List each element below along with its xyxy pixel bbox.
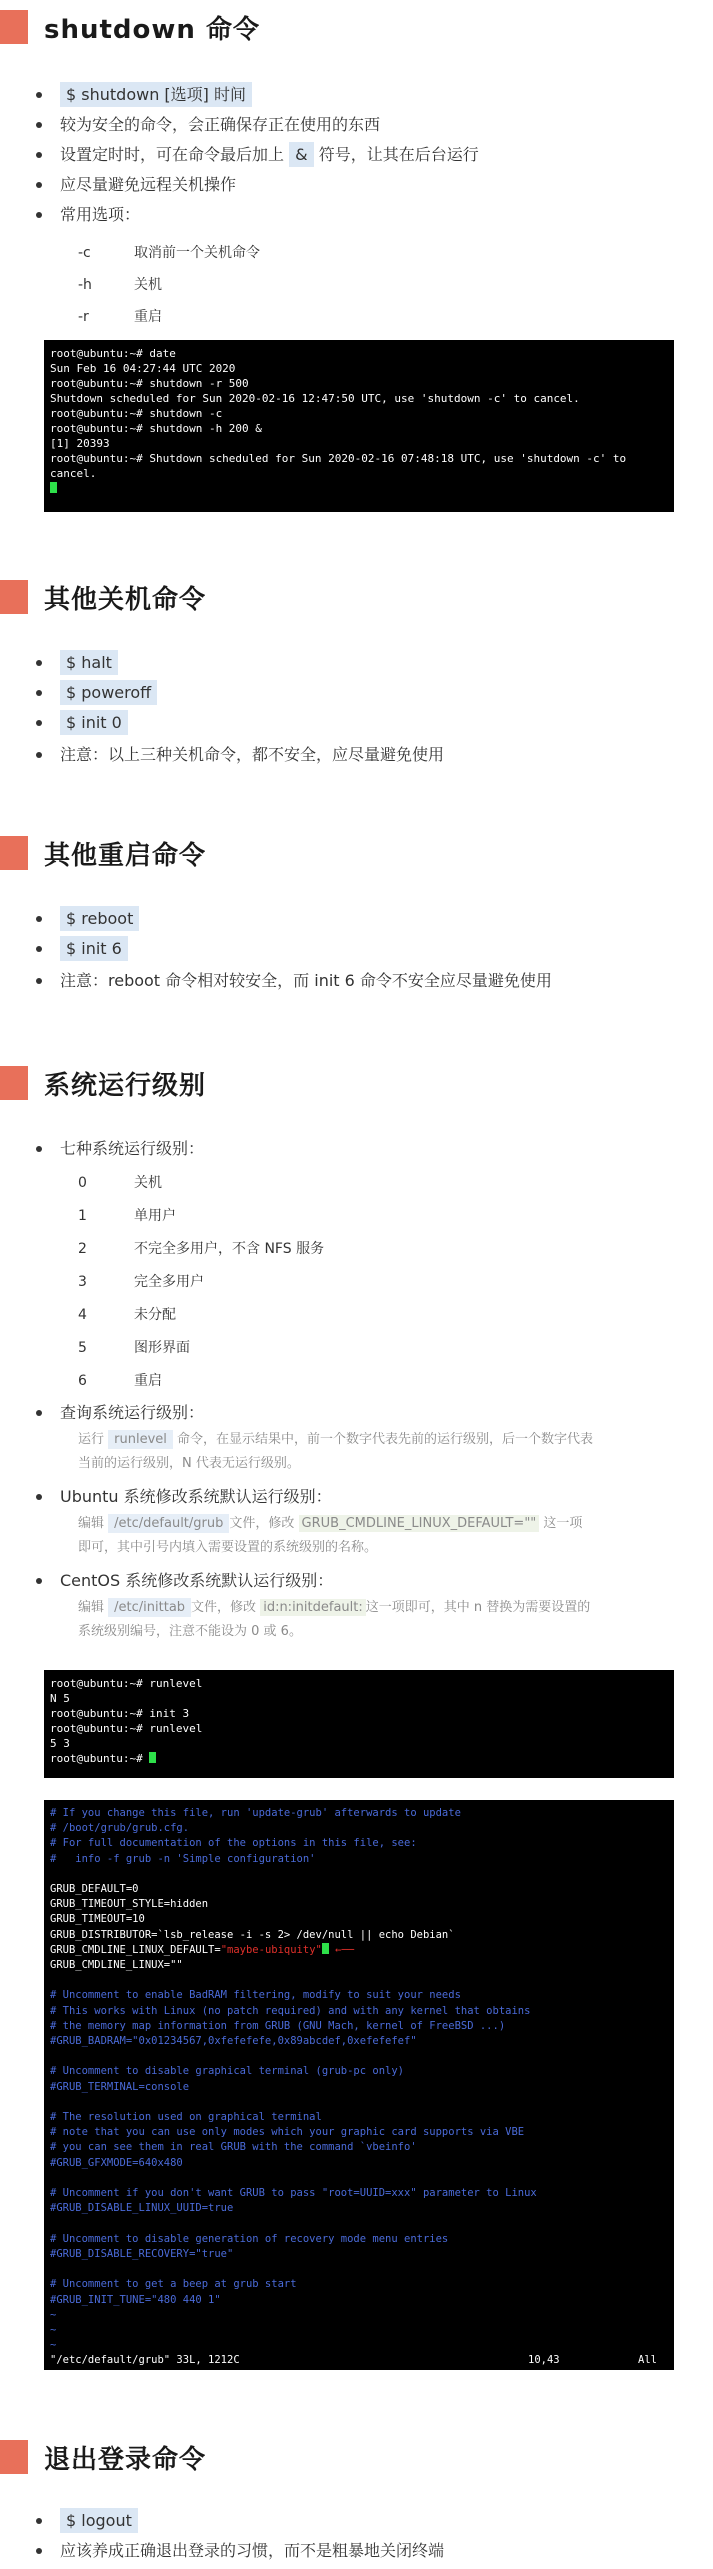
- terminal-line: root@ubuntu:~# runlevel: [50, 1677, 203, 1690]
- list-item: [60, 112, 380, 138]
- terminal-grub-editor: [44, 1800, 674, 2370]
- terminal-line: 5 3: [50, 1737, 70, 1750]
- terminal-line: ~: [50, 2323, 57, 2336]
- list-text: 常用选项：: [60, 205, 141, 224]
- command-highlight: $ halt: [60, 650, 118, 675]
- option-key: -r: [78, 309, 89, 325]
- runlevel-row: [78, 1337, 190, 1357]
- terminal-line: GRUB_CMDLINE_LINUX_DEFAULT="maybe-ubiquity" ←──: [50, 1943, 355, 1956]
- terminal-line: GRUB_DISTRIBUTOR=`lsb_release -i -s 2> /dev/null || echo Debian`: [50, 1928, 455, 1941]
- list-text: 设置定时时，可在命令最后加上: [60, 145, 285, 164]
- list-item: [60, 1484, 332, 1510]
- terminal-line: # Uncomment to disable generation of recovery mode menu entries: [50, 2232, 449, 2245]
- runlevel-number: 6: [78, 1373, 87, 1389]
- section-heading-logout: [0, 2440, 206, 2474]
- option-desc: 取消前一个关机命令: [134, 245, 260, 261]
- terminal-line: #GRUB_BADRAM="0x01234567,0xfefefefe,0x89abcdef,0xefefefef": [50, 2035, 417, 2048]
- arrow-left-icon: ←──: [328, 1943, 355, 1956]
- terminal-line: [50, 2095, 668, 2110]
- bullet-icon: [36, 1146, 42, 1152]
- terminal-line: root@ubuntu:~#: [50, 1752, 150, 1765]
- terminal-line: root@ubuntu:~# date: [50, 347, 176, 360]
- terminal-line: #GRUB_GFXMODE=640x480: [50, 2156, 183, 2169]
- terminal-line: [1] 20393: [50, 437, 110, 450]
- bullet-icon: [36, 946, 42, 952]
- terminal-line: root@ubuntu:~# shutdown -h 200 &: [50, 422, 262, 435]
- list-item: [60, 968, 552, 994]
- inline-code: /etc/default/grub: [108, 1514, 229, 1533]
- terminal-line: ~: [50, 2339, 57, 2352]
- terminal-cursor: [322, 1943, 329, 1954]
- inline-code: GRUB_CMDLINE_LINUX_DEFAULT="": [299, 1515, 540, 1532]
- list-item: [60, 1400, 204, 1426]
- command-highlight: $ reboot: [60, 906, 139, 931]
- bullet-icon: [36, 1410, 42, 1416]
- status-file: "/etc/default/grub" 33L, 1212C: [50, 2354, 240, 2367]
- terminal-line: [50, 1867, 668, 1882]
- terminal-line: # info -f grub -n 'Simple configuration': [50, 1852, 316, 1865]
- bullet-icon: [36, 92, 42, 98]
- list-item: [60, 2508, 138, 2534]
- runlevel-desc: 关机: [134, 1175, 162, 1191]
- terminal-line: [50, 2171, 668, 2186]
- terminal-line: [50, 2049, 668, 2064]
- heading-accent-bar: [0, 1066, 28, 1100]
- runlevel-number: 2: [78, 1241, 87, 1257]
- terminal-line: #GRUB_DISABLE_RECOVERY="true": [50, 2247, 234, 2260]
- bullet-icon: [36, 660, 42, 666]
- heading-accent-bar: [0, 836, 28, 870]
- grub-value: "maybe-ubiquity": [220, 1943, 322, 1956]
- list-text: 注意：reboot 命令相对较安全，而 init 6 命令不安全应尽量避免使用: [60, 971, 552, 990]
- terminal-line: [50, 1973, 668, 1988]
- command-highlight: $ init 0: [60, 710, 128, 735]
- runlevel-row: [78, 1271, 204, 1291]
- terminal-line: # Uncomment to get a beep at grub start: [50, 2278, 297, 2291]
- terminal-line: # Uncomment to disable graphical terminal (grub-pc only): [50, 2065, 405, 2078]
- inline-code: id:n:initdefault:: [260, 1599, 366, 1616]
- terminal-line: GRUB_TIMEOUT_STYLE=hidden: [50, 1898, 209, 1911]
- heading-text: shutdown 命令: [44, 14, 260, 45]
- query-description: 运行 runlevel 命令，在显示结果中，前一个数字代表先前的运行级别，后一个数字代表 当前的运行级别，N 代表无运行级别。: [78, 1432, 594, 1471]
- section-heading-shutdown: [0, 10, 260, 44]
- runlevel-number: 5: [78, 1340, 87, 1356]
- terminal-line: GRUB_CMDLINE_LINUX="": [50, 1959, 183, 1972]
- option-desc: 重启: [134, 309, 162, 325]
- editor-status-line: [50, 2353, 668, 2368]
- terminal-cursor: [149, 1752, 156, 1763]
- terminal-line: [50, 2216, 668, 2231]
- terminal-line: root@ubuntu:~# shutdown -c: [50, 407, 223, 420]
- heading-text: 其他重启命令: [44, 840, 207, 871]
- inline-code: runlevel: [108, 1430, 173, 1449]
- terminal-line: # Uncomment to enable BadRAM filtering, modify to suit your needs: [50, 1989, 461, 2002]
- terminal-line: GRUB_TIMEOUT=10: [50, 1913, 145, 1926]
- runlevel-row: [78, 1370, 162, 1390]
- ubuntu-description: 编辑 /etc/default/grub 文件，修改 GRUB_CMDLINE_LINUX_DEFAULT="" 这一项 即可，其中引号内填入需要设置的系统级别的名称。: [78, 1516, 583, 1555]
- list-text: CentOS 系统修改系统默认运行级别：: [60, 1571, 334, 1590]
- terminal-line: #GRUB_TERMINAL=console: [50, 2080, 190, 2093]
- list-text: 查询系统运行级别：: [60, 1403, 205, 1422]
- terminal-line: [50, 2262, 668, 2277]
- terminal-line: # note that you can use only modes which your graphic card supports via VBE: [50, 2126, 525, 2139]
- heading-accent-bar: [0, 10, 28, 44]
- list-item: [60, 742, 444, 768]
- heading-accent-bar: [0, 2440, 28, 2474]
- command-highlight: $ logout: [60, 2508, 138, 2533]
- bullet-icon: [36, 122, 42, 128]
- list-item: [60, 1136, 204, 1162]
- terminal-line: root@ubuntu:~# shutdown -r 500: [50, 377, 249, 390]
- runlevel-desc: 重启: [134, 1373, 162, 1389]
- list-item: [60, 142, 479, 168]
- runlevel-row: [78, 1205, 176, 1225]
- list-item: [60, 650, 118, 676]
- status-scroll: All: [638, 2354, 657, 2367]
- terminal-line: # Uncomment if you don't want GRUB to pass "root=UUID=xxx" parameter to Linux: [50, 2187, 537, 2200]
- bullet-icon: [36, 978, 42, 984]
- terminal-line: cancel.: [50, 467, 97, 480]
- bullet-icon: [36, 2518, 42, 2524]
- terminal-line: Shutdown scheduled for Sun 2020-02-16 12:47:50 UTC, use 'shutdown -c' to cancel.: [50, 392, 580, 405]
- terminal-line: # This works with Linux (no patch required) and with any kernel that obtains: [50, 2004, 531, 2017]
- terminal-line: # If you change this file, run 'update-grub' afterwards to update: [50, 1807, 461, 1819]
- option-row: [78, 242, 260, 262]
- terminal-line: # /boot/grub/grub.cfg.: [50, 1822, 190, 1835]
- list-item: [60, 1568, 333, 1594]
- terminal-line: #GRUB_DISABLE_LINUX_UUID=true: [50, 2202, 234, 2215]
- terminal-line: #GRUB_INIT_TUNE="480 440 1": [50, 2293, 221, 2306]
- bullet-icon: [36, 1578, 42, 1584]
- list-text: 应该养成正确退出登录的习惯，而不是粗暴地关闭终端: [60, 2541, 445, 2560]
- command-highlight: $ init 6: [60, 936, 128, 961]
- runlevel-row: [78, 1172, 162, 1192]
- list-text: 应尽量避免远程关机操作: [60, 175, 237, 194]
- bullet-icon: [36, 720, 42, 726]
- command-highlight: $ shutdown [选项] 时间: [60, 82, 252, 107]
- runlevel-desc: 不完全多用户，不含 NFS 服务: [134, 1241, 325, 1257]
- list-text: 较为安全的命令，会正确保存正在使用的东西: [60, 115, 381, 134]
- status-cursor-position: 10,43: [528, 2354, 560, 2367]
- list-item: [60, 710, 128, 736]
- bullet-icon: [36, 690, 42, 696]
- bullet-icon: [36, 152, 42, 158]
- list-text: Ubuntu 系统修改系统默认运行级别：: [60, 1487, 332, 1506]
- bullet-icon: [36, 1494, 42, 1500]
- option-row: [78, 274, 162, 294]
- option-key: -h: [78, 277, 92, 293]
- terminal-line: N 5: [50, 1692, 70, 1705]
- list-item: [60, 906, 139, 932]
- list-item: [60, 202, 140, 228]
- list-text: 符号，让其在后台运行: [318, 145, 479, 164]
- terminal-line: # you can see them in real GRUB with the command `vbeinfo': [50, 2141, 417, 2154]
- terminal-line: root@ubuntu:~# runlevel: [50, 1722, 203, 1735]
- section-heading-poweroff: [0, 580, 206, 614]
- list-item: [60, 936, 128, 962]
- list-text: 注意：以上三种关机命令，都不安全，应尽量避免使用: [60, 745, 445, 764]
- list-item: [60, 2538, 444, 2564]
- heading-text: 其他关机命令: [44, 584, 207, 615]
- inline-code: /etc/inittab: [108, 1598, 191, 1617]
- terminal-line: ~: [50, 2308, 57, 2321]
- runlevel-number: 4: [78, 1307, 87, 1323]
- terminal-line: root@ubuntu:~# init 3: [50, 1707, 190, 1720]
- heading-text: 系统运行级别: [44, 1070, 207, 1101]
- runlevel-number: 1: [78, 1208, 87, 1224]
- centos-description: 编辑 /etc/inittab 文件，修改 id:n:initdefault: 这一项即可，其中 n 替换为需要设置的 系统级别编号，注意不能设为 0 或 6。: [78, 1600, 591, 1639]
- inline-code: &: [289, 142, 313, 167]
- command-highlight: $ poweroff: [60, 680, 157, 705]
- list-item: [60, 680, 157, 706]
- terminal-line: Sun Feb 16 04:27:44 UTC 2020: [50, 362, 236, 375]
- list-item: [60, 172, 236, 198]
- terminal-line: GRUB_DEFAULT=0: [50, 1883, 139, 1896]
- runlevel-number: 3: [78, 1274, 87, 1290]
- runlevel-row: [78, 1304, 176, 1324]
- list-text: 七种系统运行级别：: [60, 1139, 205, 1158]
- terminal-line: # the memory map information from GRUB (GNU Mach, kernel of FreeBSD ...): [50, 2019, 506, 2032]
- terminal-line: root@ubuntu:~# Shutdown scheduled for Sun 2020-02-16 07:48:18 UTC, use 'shutdown -c' to: [50, 452, 627, 465]
- bullet-icon: [36, 2548, 42, 2554]
- terminal-cursor: [50, 482, 57, 493]
- option-desc: 关机: [134, 277, 162, 293]
- section-heading-reboot: [0, 836, 206, 870]
- terminal-line: # For full documentation of the options in this file, see:: [50, 1837, 417, 1850]
- bullet-icon: [36, 752, 42, 758]
- list-item: [60, 82, 252, 108]
- section-heading-runlevel: [0, 1066, 206, 1100]
- heading-accent-bar: [0, 580, 28, 614]
- terminal-line: # The resolution used on graphical terminal: [50, 2111, 322, 2124]
- bullet-icon: [36, 212, 42, 218]
- runlevel-number: 0: [78, 1175, 87, 1191]
- runlevel-desc: 未分配: [134, 1307, 176, 1323]
- option-row: [78, 306, 162, 326]
- runlevel-row: [78, 1238, 324, 1258]
- terminal-shutdown: [44, 340, 674, 512]
- runlevel-desc: 单用户: [134, 1208, 176, 1224]
- heading-text: 退出登录命令: [44, 2444, 207, 2475]
- runlevel-desc: 图形界面: [134, 1340, 190, 1356]
- option-key: -c: [78, 245, 91, 261]
- bullet-icon: [36, 916, 42, 922]
- terminal-runlevel: [44, 1670, 674, 1778]
- bullet-icon: [36, 182, 42, 188]
- runlevel-desc: 完全多用户: [134, 1274, 204, 1290]
